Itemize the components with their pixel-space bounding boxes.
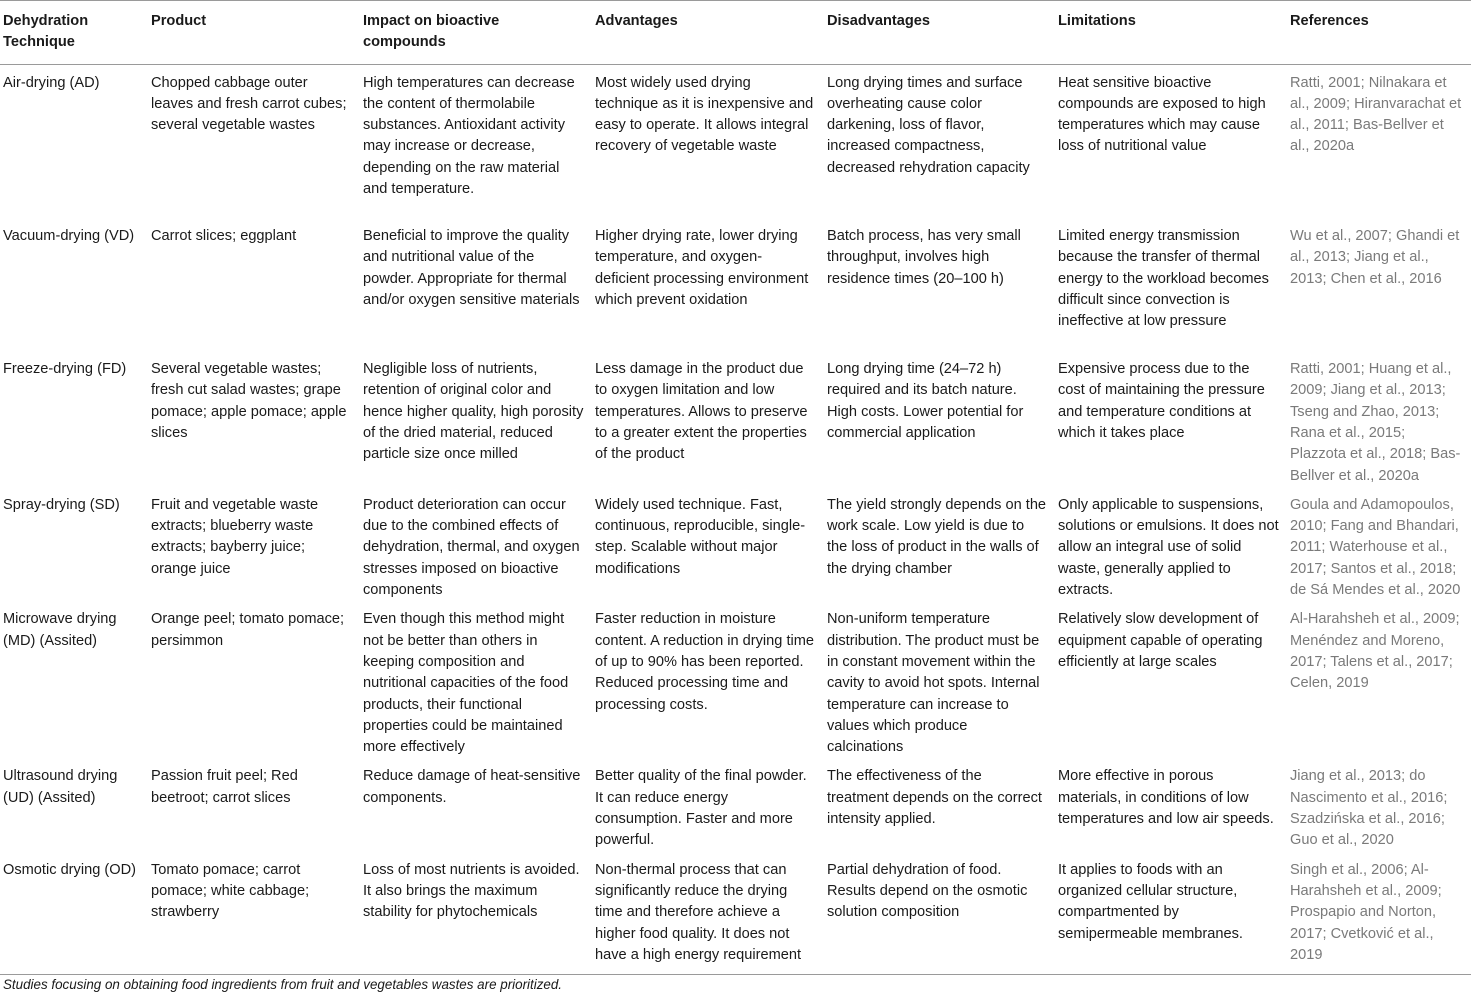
table-row	[0, 218, 1471, 351]
cell-product: Fruit and vegetable waste extracts; blueberry waste extracts; bayberry juice; orange juice	[151, 496, 319, 577]
header-product: Product	[148, 1, 360, 65]
cell-limitations: Only applicable to suspensions, solutions or emulsions. It does not allow an integral use of solid waste, generally applied to extracts.	[1058, 496, 1279, 599]
cell-limitations: Limited energy transmission because the transfer of thermal energy to the workload becomes difficult since convection is ineffective at low pressure	[1058, 228, 1269, 330]
cell-technique: Vacuum-drying (VD)	[3, 228, 135, 245]
table-row	[0, 852, 1471, 975]
cell-advantages: Most widely used drying technique as it is inexpensive and easy to operate. It allows integral recovery of vegetable waste	[595, 74, 814, 155]
cell-disadvantages: Long drying time (24–72 h) required and its batch nature. High costs. Lower potential for commercial application	[827, 361, 1024, 441]
header-technique: Dehydration Technique	[0, 1, 148, 65]
cell-impact: High temperatures can decrease the content of thermolabile substances. Antioxidant activity may increase or decrease, depending on the raw material and temperature.	[363, 74, 575, 198]
header-impact: Impact on bioactive compounds	[360, 1, 592, 65]
cell-references: Ratti, 2001; Huang et al., 2009; Jiang et al., 2013; Tseng and Zhao, 2013; Rana et al., 2015; Plazzota et al., 2018; Bas-Bellver et al., 2020a	[1290, 361, 1461, 484]
header-advantages: Advantages	[592, 1, 824, 65]
cell-disadvantages: The effectiveness of the treatment depends on the correct intensity applied.	[827, 768, 1042, 828]
cell-product: Carrot slices; eggplant	[151, 228, 297, 245]
cell-references: Singh et al., 2006; Al-Harahsheh et al., 2009; Prospapio and Norton, 2017; Cvetković et al., 2019	[1287, 852, 1471, 975]
cell-disadvantages: The yield strongly depends on the work scale. Low yield is due to the loss of product in the walls of the drying chamber	[827, 496, 1047, 577]
cell-limitations: Heat sensitive bioactive compounds are exposed to high temperatures which may cause loss of nutritional value	[1058, 74, 1266, 155]
cell-advantages: Non-thermal process that can significantly reduce the drying time and therefore achieve a higher food quality. It does not have a high energy requirement	[592, 852, 824, 975]
cell-references: Wu et al., 2007; Ghandi et al., 2013; Jiang et al., 2013; Chen et al., 2016	[1290, 228, 1460, 287]
header-references: References	[1287, 1, 1471, 65]
cell-impact: Product deterioration can occur due to the combined effects of dehydration, thermal, and oxygen stresses imposed on bioactive components	[363, 496, 580, 599]
cell-limitations: It applies to foods with an organized cellular structure, compartmented by semipermeable membranes.	[1055, 852, 1287, 975]
cell-impact: Beneficial to improve the quality and nutritional value of the powder. Appropriate for thermal and/or oxygen sensitive materials	[363, 228, 580, 308]
cell-advantages: Better quality of the final powder. It can reduce energy consumption. Faster and more powerful.	[595, 768, 807, 849]
cell-disadvantages: Batch process, has very small throughput, involves high residence times (20–100 h)	[827, 228, 1021, 287]
cell-advantages: Less damage in the product due to oxygen limitation and low temperatures. Allows to preserve to a greater extent the properties of the product	[595, 361, 808, 463]
cell-technique: Ultrasound drying (UD) (Assited)	[3, 768, 118, 806]
cell-advantages: Widely used technique. Fast, continuous, reproducible, single-step. Scalable without major modifications	[595, 496, 806, 577]
table-row	[0, 351, 1471, 487]
cell-advantages: Faster reduction in moisture content. A reduction in drying time of up to 90% has been reported. Reduced processing time and processing costs.	[595, 611, 815, 713]
cell-disadvantages: Partial dehydration of food. Results depend on the osmotic solution composition	[824, 852, 1055, 975]
table-row	[0, 758, 1471, 851]
table-row	[0, 601, 1471, 758]
cell-disadvantages: Long drying times and surface overheating cause color darkening, loss of flavor, increased compactness, decreased rehydration capacity	[827, 74, 1030, 176]
cell-impact: Even though this method might not be better than others in keeping composition and nutritional capacities of the food products, their functional properties could be maintained more effectively	[363, 611, 569, 756]
cell-limitations: More effective in porous materials, in conditions of low temperatures and low air speeds.	[1058, 768, 1274, 828]
header-disadvantages: Disadvantages	[824, 1, 1055, 65]
cell-product: Orange peel; tomato pomace; persimmon	[151, 611, 345, 649]
cell-technique: Spray-drying (SD)	[3, 496, 120, 513]
cell-product: Several vegetable wastes; fresh cut salad wastes; grape pomace; apple pomace; apple slices	[151, 361, 347, 441]
cell-impact: Negligible loss of nutrients, retention of original color and hence higher quality, high porosity of the dried material, reduced particle size once milled	[363, 361, 584, 463]
cell-references: Jiang et al., 2013; do Nascimento et al., 2016; Szadzińska et al., 2016; Guo et al., 2020	[1290, 768, 1448, 849]
header-row	[0, 1, 1471, 65]
cell-limitations: Expensive process due to the cost of maintaining the pressure and temperature conditions at which it takes place	[1058, 361, 1265, 441]
table-row	[0, 487, 1471, 601]
cell-technique: Freeze-drying (FD)	[3, 361, 127, 378]
cell-impact: Reduce damage of heat-sensitive components.	[363, 768, 581, 806]
cell-limitations: Relatively slow development of equipment capable of operating efficiently at large scales	[1058, 611, 1263, 670]
cell-product: Tomato pomace; carrot pomace; white cabbage; strawberry	[148, 852, 360, 975]
cell-product: Chopped cabbage outer leaves and fresh carrot cubes; several vegetable wastes	[151, 74, 347, 134]
table-row	[0, 64, 1471, 218]
table-footnote: Studies focusing on obtaining food ingredients from fruit and vegetables wastes are prioritized.	[3, 977, 563, 992]
cell-advantages: Higher drying rate, lower drying temperature, and oxygen-deficient processing environment which prevent oxidation	[595, 228, 809, 308]
cell-product: Passion fruit peel; Red beetroot; carrot slices	[151, 768, 298, 806]
cell-technique: Air-drying (AD)	[3, 74, 100, 91]
cell-references: Ratti, 2001; Nilnakara et al., 2009; Hiranvarachat et al., 2011; Bas-Bellver et al., 2020a	[1290, 74, 1462, 155]
cell-references: Goula and Adamopoulos, 2010; Fang and Bhandari, 2011; Waterhouse et al., 2017; Santos et al., 2018; de Sá Mendes et al., 2020	[1290, 496, 1461, 599]
cell-technique: Microwave drying (MD) (Assited)	[3, 611, 117, 649]
cell-references: Al-Harahsheh et al., 2009; Menéndez and Moreno, 2017; Talens et al., 2017; Celen, 2019	[1290, 611, 1460, 692]
header-limitations: Limitations	[1055, 1, 1287, 65]
cell-impact: Loss of most nutrients is avoided. It also brings the maximum stability for phytochemicals	[360, 852, 592, 975]
cell-disadvantages: Non-uniform temperature distribution. The product must be in constant movement within the cavity to avoid hot spots. Internal temperature can increase to values which produce calcinations	[827, 611, 1040, 756]
cell-technique: Osmotic drying (OD)	[0, 852, 148, 975]
